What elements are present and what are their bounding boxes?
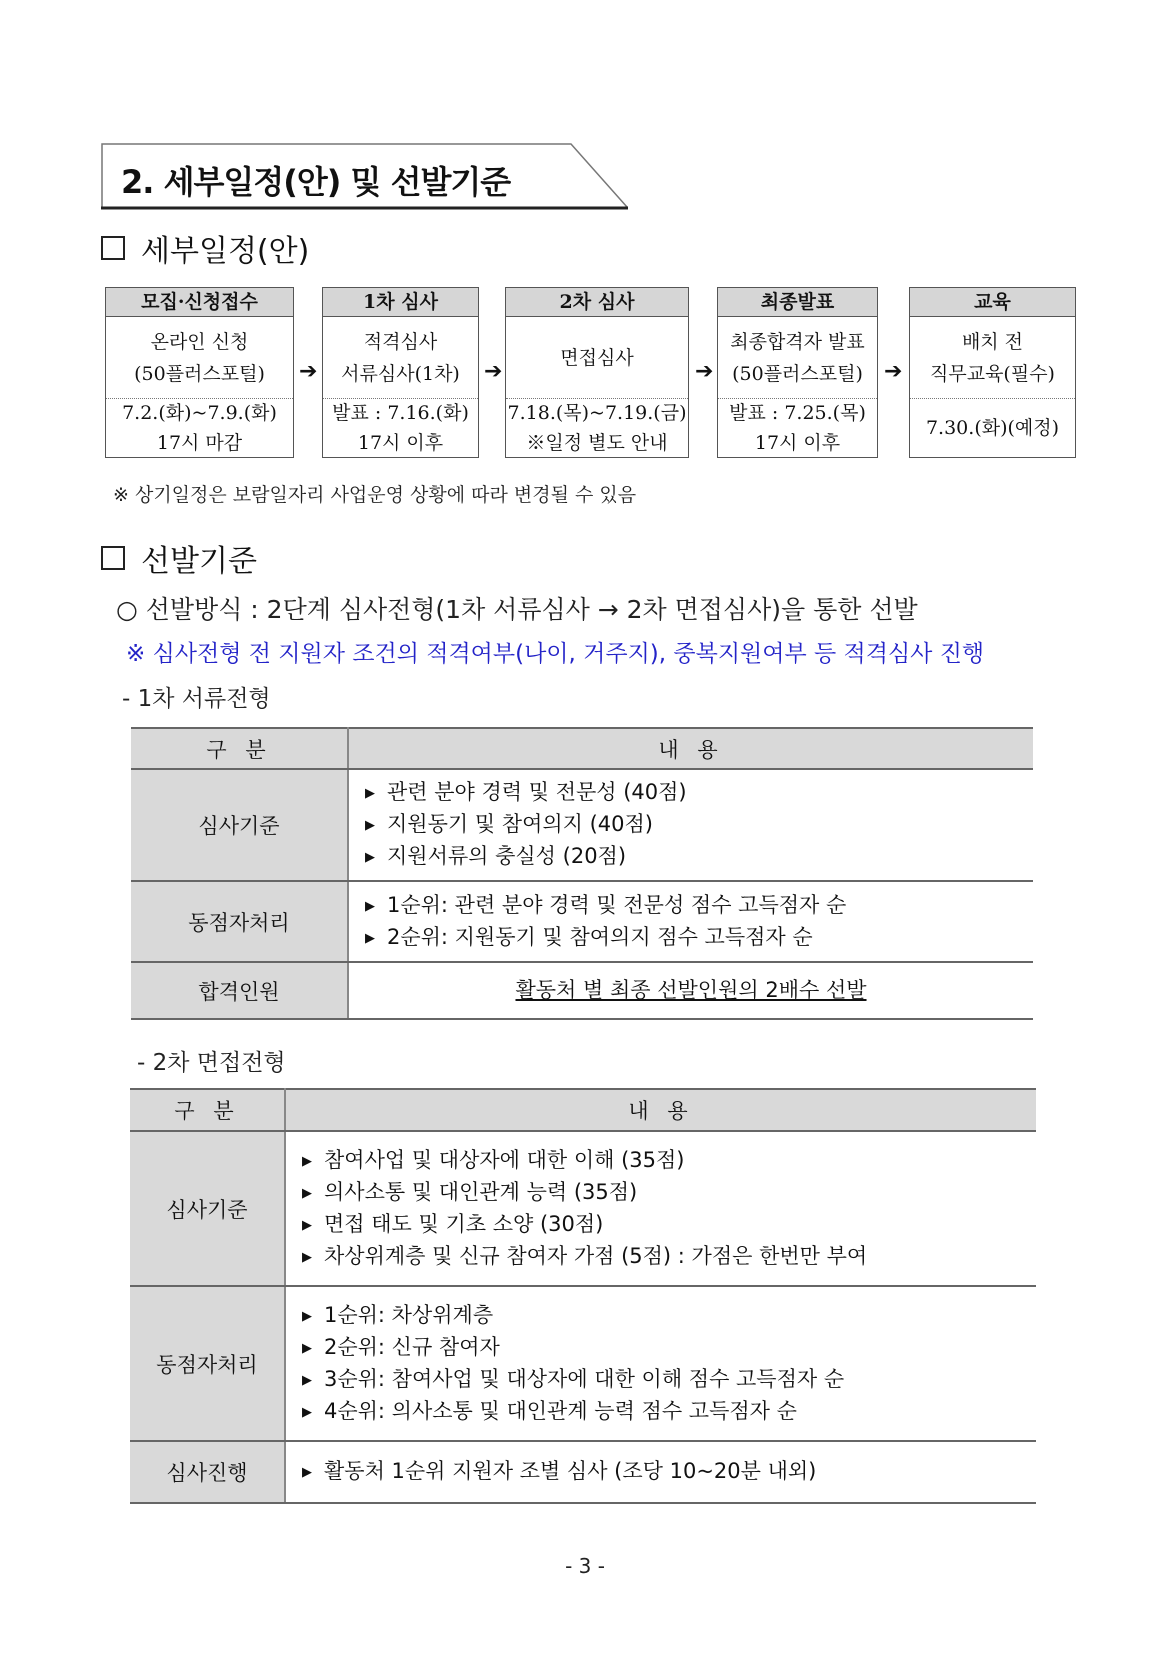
step-body-line: (50플러스포털) — [732, 362, 863, 385]
list-item: 차상위계층 및 신규 참여자 가점 (5점) : 가점은 한번만 부여 — [324, 1243, 868, 1268]
step-date-line: 17시 이후 — [754, 432, 841, 454]
step-body-line: 서류심사(1차) — [341, 362, 460, 385]
row-content — [348, 769, 1033, 881]
arrow-right-icon: ➔ — [884, 359, 903, 384]
row-content — [285, 1286, 1036, 1441]
step-date-line: 7.2.(화)~7.9.(화) — [122, 402, 277, 424]
row-label: 동점자처리 — [130, 1286, 285, 1441]
table-row — [130, 1441, 1036, 1503]
arrow-right-icon: ➔ — [484, 359, 503, 384]
row-label: 합격인원 — [131, 962, 348, 1019]
triangle-bullet-icon: ▶ — [302, 1308, 312, 1324]
list-item: 3순위: 참여사업 및 대상자에 대한 이해 점수 고득점자 순 — [324, 1366, 845, 1391]
table-row — [131, 769, 1033, 881]
triangle-bullet-icon: ▶ — [365, 898, 375, 914]
row-content — [348, 962, 1033, 1019]
triangle-bullet-icon: ▶ — [302, 1217, 312, 1233]
list-item: 지원동기 및 참여의지 (40점) — [387, 812, 653, 836]
step-body-line: 최종합격자 발표 — [730, 330, 865, 353]
arrow-right-icon: ➔ — [299, 359, 318, 384]
triangle-bullet-icon: ▶ — [302, 1404, 312, 1420]
col-header-category: 구 분 — [131, 728, 348, 769]
table-header-row — [131, 728, 1033, 769]
step-body-line: 적격심사 — [363, 330, 438, 353]
step-body-line: 면접심사 — [560, 346, 634, 369]
schedule-step-round2 — [505, 287, 689, 458]
row-label: 동점자처리 — [131, 881, 348, 962]
list-item: 관련 분야 경력 및 전문성 (40점) — [387, 780, 687, 804]
list-item: 1순위: 차상위계층 — [324, 1302, 494, 1327]
list-item: 참여사업 및 대상자에 대한 이해 (35점) — [324, 1147, 685, 1172]
list-item: 면접 태도 및 기초 소양 (30점) — [324, 1211, 604, 1236]
table-row — [131, 962, 1033, 1019]
triangle-bullet-icon: ▶ — [302, 1465, 312, 1480]
triangle-bullet-icon: ▶ — [302, 1340, 312, 1356]
triangle-bullet-icon: ▶ — [302, 1153, 312, 1169]
table-row — [130, 1286, 1036, 1441]
col-header-content: 내 용 — [348, 728, 1033, 769]
step-body-line: 직무교육(필수) — [930, 362, 1055, 385]
step-date-line: 7.18.(목)~7.19.(금) — [507, 402, 687, 424]
row-label: 심사기준 — [130, 1131, 285, 1286]
schedule-step-recruit — [105, 287, 294, 458]
table-row — [131, 881, 1033, 962]
row-content — [285, 1441, 1036, 1503]
square-bullet-icon — [101, 546, 125, 570]
step-header: 2차 심사 — [506, 288, 688, 317]
step-header: 1차 심사 — [323, 288, 478, 317]
section-title: 2. 세부일정(안) 및 선발기준 — [121, 163, 511, 201]
step-body-line: 온라인 신청 — [150, 330, 249, 353]
round2-criteria-table — [130, 1088, 1036, 1504]
schedule-note: ※ 상기일정은 보람일자리 사업운영 상황에 따라 변경될 수 있음 — [113, 484, 637, 506]
list-item: 활동처 1순위 지원자 조별 심사 (조당 10~20분 내외) — [324, 1459, 817, 1483]
list-item: 4순위: 의사소통 및 대인관계 능력 점수 고득점자 순 — [324, 1398, 797, 1423]
schedule-heading-text: 세부일정(안) — [141, 234, 310, 269]
square-bullet-icon — [101, 236, 125, 260]
triangle-bullet-icon: ▶ — [302, 1185, 312, 1201]
eligibility-note: ※ 심사전형 전 지원자 조건의 적격여부(나이, 거주지), 중복지원여부 등 적격심사 진행 — [126, 641, 985, 667]
table-header-row — [130, 1089, 1036, 1131]
triangle-bullet-icon: ▶ — [302, 1249, 312, 1265]
schedule-heading — [101, 226, 309, 270]
section-title-banner — [101, 143, 628, 210]
step-date-line: 17시 이후 — [357, 432, 444, 454]
round2-title: - 2차 면접전형 — [137, 1050, 286, 1076]
page-number: - 3 - — [565, 1554, 605, 1578]
pass-count-text: 활동처 별 최종 선발인원의 2배수 선발 — [515, 978, 867, 1002]
triangle-bullet-icon: ▶ — [365, 930, 375, 946]
step-date-line: ※일정 별도 안내 — [526, 432, 668, 454]
list-item: 2순위: 지원동기 및 참여의지 점수 고득점자 순 — [387, 924, 813, 949]
step-header: 모집·신청접수 — [106, 288, 293, 317]
schedule-step-education — [909, 287, 1076, 458]
list-item: 지원서류의 충실성 (20점) — [387, 844, 627, 868]
round1-title: - 1차 서류전형 — [122, 686, 271, 712]
table-row — [130, 1131, 1036, 1286]
criteria-heading — [101, 536, 257, 580]
list-item: 1순위: 관련 분야 경력 및 전문성 점수 고득점자 순 — [387, 892, 847, 917]
schedule-step-final — [717, 287, 878, 458]
row-content — [348, 881, 1033, 962]
step-header: 교육 — [910, 288, 1075, 317]
row-label: 심사진행 — [130, 1441, 285, 1503]
step-date-line: 7.30.(화)(예정) — [925, 417, 1060, 439]
step-header: 최종발표 — [718, 288, 877, 317]
triangle-bullet-icon: ▶ — [365, 786, 375, 801]
list-item: 2순위: 신규 참여자 — [324, 1334, 500, 1359]
col-header-content: 내 용 — [285, 1089, 1036, 1131]
step-date-line: 17시 마감 — [156, 432, 243, 454]
step-date-line: 발표 : 7.25.(목) — [729, 402, 866, 424]
col-header-category: 구 분 — [130, 1089, 285, 1131]
step-body-line: 배치 전 — [961, 330, 1024, 353]
criteria-heading-text: 선발기준 — [141, 544, 257, 579]
list-item: 의사소통 및 대인관계 능력 (35점) — [324, 1179, 638, 1204]
schedule-step-round1 — [322, 287, 479, 458]
row-label: 심사기준 — [131, 769, 348, 881]
triangle-bullet-icon: ▶ — [365, 850, 375, 865]
arrow-right-icon: ➔ — [695, 359, 714, 384]
step-body-line: (50플러스포털) — [134, 362, 265, 385]
row-content — [285, 1131, 1036, 1286]
round1-criteria-table — [131, 727, 1033, 1020]
triangle-bullet-icon: ▶ — [365, 818, 375, 833]
step-date-line: 발표 : 7.16.(화) — [332, 402, 469, 424]
triangle-bullet-icon: ▶ — [302, 1372, 312, 1388]
selection-method: ○ 선발방식 : 2단계 심사전형(1차 서류심사 → 2차 면접심사)을 통한 선발 — [116, 595, 918, 624]
